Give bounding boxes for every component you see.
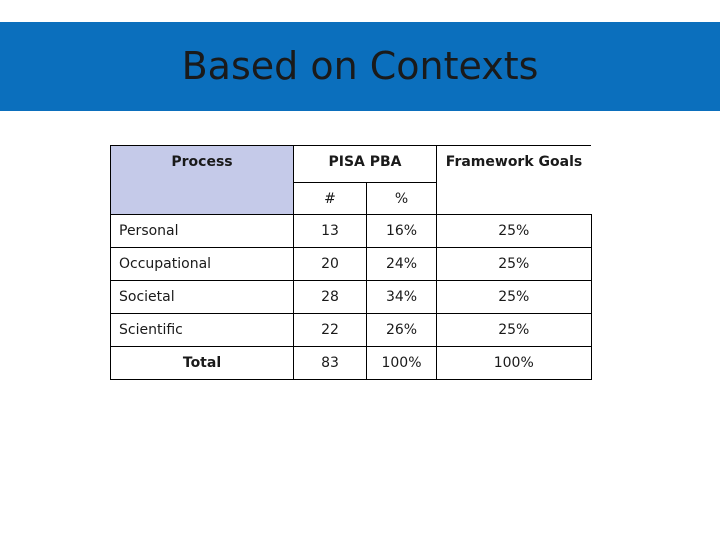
row-goal: 25% bbox=[437, 314, 592, 347]
subheader-goals-spacer bbox=[437, 183, 592, 215]
row-goal: 25% bbox=[437, 281, 592, 314]
row-label: Scientific bbox=[111, 314, 294, 347]
contexts-table-container bbox=[110, 145, 592, 380]
row-count: 20 bbox=[294, 248, 367, 281]
row-goal: 25% bbox=[437, 248, 592, 281]
row-label: Occupational bbox=[111, 248, 294, 281]
row-goal: 25% bbox=[437, 215, 592, 248]
row-percent: 34% bbox=[367, 281, 437, 314]
row-label: Societal bbox=[111, 281, 294, 314]
contexts-table bbox=[110, 145, 592, 380]
header-process: Process bbox=[111, 146, 294, 215]
table-row bbox=[111, 314, 592, 347]
table-row bbox=[111, 248, 592, 281]
row-percent: 24% bbox=[367, 248, 437, 281]
header-row bbox=[111, 146, 592, 183]
total-percent: 100% bbox=[367, 347, 437, 380]
header-framework-goals: Framework Goals bbox=[437, 146, 592, 183]
table-row bbox=[111, 215, 592, 248]
subheader-percent: % bbox=[367, 183, 437, 215]
total-goal: 100% bbox=[437, 347, 592, 380]
row-count: 13 bbox=[294, 215, 367, 248]
row-percent: 16% bbox=[367, 215, 437, 248]
subheader-count: # bbox=[294, 183, 367, 215]
row-count: 28 bbox=[294, 281, 367, 314]
total-row bbox=[111, 347, 592, 380]
slide-title: Based on Contexts bbox=[181, 44, 539, 88]
row-count: 22 bbox=[294, 314, 367, 347]
row-percent: 26% bbox=[367, 314, 437, 347]
total-count: 83 bbox=[294, 347, 367, 380]
total-label: Total bbox=[111, 347, 294, 380]
title-bar bbox=[0, 22, 720, 111]
header-pisa-pba: PISA PBA bbox=[294, 146, 437, 183]
row-label: Personal bbox=[111, 215, 294, 248]
table-row bbox=[111, 281, 592, 314]
